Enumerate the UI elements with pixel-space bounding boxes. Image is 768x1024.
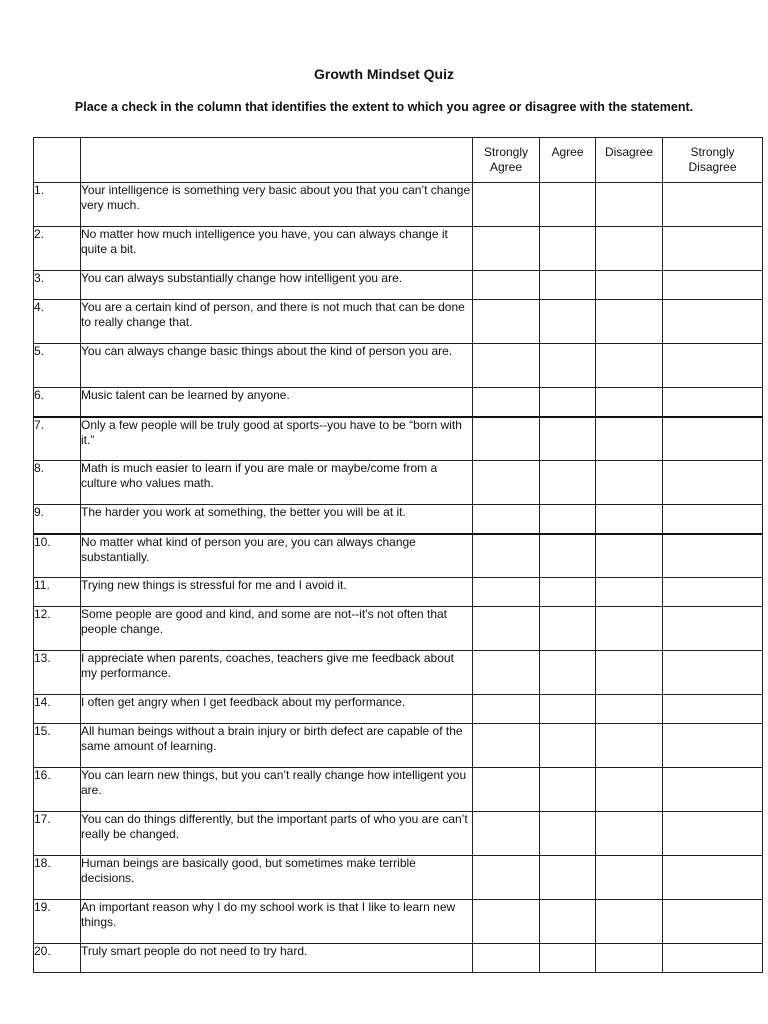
item-number: 8.	[34, 461, 81, 505]
strongly-agree-cell[interactable]	[473, 856, 540, 900]
header-row	[34, 138, 763, 183]
agree-cell[interactable]	[540, 300, 596, 344]
item-statement: Music talent can be learned by anyone.	[81, 388, 473, 417]
item-statement: Only a few people will be truly good at sports--you have to be “born with it.”	[81, 417, 473, 461]
disagree-cell[interactable]	[596, 417, 663, 461]
item-statement: You can always change basic things about the kind of person you are.	[81, 344, 473, 388]
table-row	[34, 944, 763, 973]
strongly-disagree-cell[interactable]	[663, 578, 763, 607]
table-row	[34, 607, 763, 651]
table-row	[34, 812, 763, 856]
item-number: 19.	[34, 900, 81, 944]
item-number: 4.	[34, 300, 81, 344]
strongly-agree-cell[interactable]	[473, 578, 540, 607]
agree-cell[interactable]	[540, 607, 596, 651]
agree-cell[interactable]	[540, 417, 596, 461]
item-statement: You are a certain kind of person, and there is not much that can be done to really change that.	[81, 300, 473, 344]
agree-cell[interactable]	[540, 812, 596, 856]
strongly-agree-cell[interactable]	[473, 227, 540, 271]
strongly-agree-cell[interactable]	[473, 417, 540, 461]
table-row	[34, 724, 763, 768]
strongly-agree-cell[interactable]	[473, 768, 540, 812]
header-number	[34, 138, 81, 183]
strongly-agree-cell[interactable]	[473, 534, 540, 578]
table-row	[34, 578, 763, 607]
agree-cell[interactable]	[540, 944, 596, 973]
item-number: 2.	[34, 227, 81, 271]
header-statement	[81, 138, 473, 183]
disagree-cell[interactable]	[596, 578, 663, 607]
disagree-cell[interactable]	[596, 388, 663, 417]
item-number: 15.	[34, 724, 81, 768]
item-number: 1.	[34, 183, 81, 227]
strongly-agree-cell[interactable]	[473, 344, 540, 388]
item-statement: Human beings are basically good, but sometimes make terrible decisions.	[81, 856, 473, 900]
disagree-cell[interactable]	[596, 856, 663, 900]
header-strongly-agree-line2: Agree	[489, 160, 523, 174]
header-disagree: Disagree	[596, 138, 663, 183]
table-row	[34, 534, 763, 578]
item-statement: No matter what kind of person you are, you can always change substantially.	[81, 534, 473, 578]
strongly-disagree-cell[interactable]	[663, 856, 763, 900]
strongly-agree-cell[interactable]	[473, 900, 540, 944]
strongly-disagree-cell[interactable]	[663, 812, 763, 856]
disagree-cell[interactable]	[596, 227, 663, 271]
header-agree: Agree	[540, 138, 596, 183]
agree-cell[interactable]	[540, 768, 596, 812]
header-strongly-agree-line1: Strongly	[483, 145, 529, 159]
item-number: 6.	[34, 388, 81, 417]
item-statement: You can learn new things, but you can’t really change how intelligent you are.	[81, 768, 473, 812]
instructions: Place a check in the column that identifies the extent to which you agree or disagree with the statement.	[74, 100, 694, 114]
disagree-cell[interactable]	[596, 724, 663, 768]
agree-cell[interactable]	[540, 900, 596, 944]
strongly-disagree-cell[interactable]	[663, 300, 763, 344]
disagree-cell[interactable]	[596, 607, 663, 651]
disagree-cell[interactable]	[596, 812, 663, 856]
disagree-cell[interactable]	[596, 183, 663, 227]
item-statement: An important reason why I do my school work is that I like to learn new things.	[81, 900, 473, 944]
item-number: 10.	[34, 534, 81, 578]
item-statement: All human beings without a brain injury or birth defect are capable of the same amount of learning.	[81, 724, 473, 768]
item-statement: Your intelligence is something very basic about you that you can’t change very much.	[81, 183, 473, 227]
table-row	[34, 461, 763, 505]
strongly-agree-cell[interactable]	[473, 607, 540, 651]
agree-cell[interactable]	[540, 724, 596, 768]
strongly-disagree-cell[interactable]	[663, 461, 763, 505]
item-statement: You can do things differently, but the important parts of who you are can’t really be changed.	[81, 812, 473, 856]
strongly-disagree-cell[interactable]	[663, 900, 763, 944]
item-statement: Trying new things is stressful for me and I avoid it.	[81, 578, 473, 607]
strongly-disagree-cell[interactable]	[663, 651, 763, 695]
disagree-cell[interactable]	[596, 944, 663, 973]
table-row	[34, 417, 763, 461]
header-strongly-disagree-line2: Disagree	[688, 160, 737, 174]
item-statement: No matter how much intelligence you have, you can always change it quite a bit.	[81, 227, 473, 271]
item-statement: You can always substantially change how intelligent you are.	[81, 271, 473, 300]
agree-cell[interactable]	[540, 505, 596, 534]
disagree-cell[interactable]	[596, 651, 663, 695]
table-row	[34, 183, 763, 227]
item-statement: Some people are good and kind, and some are not--it’s not often that people change.	[81, 607, 473, 651]
item-number: 9.	[34, 505, 81, 534]
header-strongly-disagree-line1: Strongly	[690, 145, 735, 159]
agree-cell[interactable]	[540, 388, 596, 417]
item-statement: Truly smart people do not need to try hard.	[81, 944, 473, 973]
table-row	[34, 505, 763, 534]
strongly-agree-cell[interactable]	[473, 388, 540, 417]
item-number: 14.	[34, 695, 81, 724]
agree-cell[interactable]	[540, 183, 596, 227]
disagree-cell[interactable]	[596, 695, 663, 724]
strongly-agree-cell[interactable]	[473, 724, 540, 768]
item-statement: The harder you work at something, the better you will be at it.	[81, 505, 473, 534]
table-row	[34, 388, 763, 417]
strongly-agree-cell[interactable]	[473, 812, 540, 856]
table-row	[34, 768, 763, 812]
agree-cell[interactable]	[540, 344, 596, 388]
strongly-disagree-cell[interactable]	[663, 271, 763, 300]
item-number: 7.	[34, 417, 81, 461]
strongly-agree-cell[interactable]	[473, 505, 540, 534]
strongly-agree-cell[interactable]	[473, 651, 540, 695]
item-number: 13.	[34, 651, 81, 695]
table-row	[34, 900, 763, 944]
strongly-disagree-cell[interactable]	[663, 417, 763, 461]
item-number: 20.	[34, 944, 81, 973]
agree-cell[interactable]	[540, 227, 596, 271]
strongly-disagree-cell[interactable]	[663, 607, 763, 651]
item-number: 11.	[34, 578, 81, 607]
disagree-cell[interactable]	[596, 505, 663, 534]
agree-cell[interactable]	[540, 534, 596, 578]
strongly-agree-cell[interactable]	[473, 944, 540, 973]
strongly-agree-cell[interactable]	[473, 300, 540, 344]
item-number: 17.	[34, 812, 81, 856]
item-number: 3.	[34, 271, 81, 300]
disagree-cell[interactable]	[596, 768, 663, 812]
page-title: Growth Mindset Quiz	[314, 66, 454, 82]
strongly-disagree-cell[interactable]	[663, 944, 763, 973]
item-number: 16.	[34, 768, 81, 812]
strongly-disagree-cell[interactable]	[663, 768, 763, 812]
strongly-agree-cell[interactable]	[473, 183, 540, 227]
header-strongly-disagree	[663, 138, 763, 183]
table-row	[34, 271, 763, 300]
table-row	[34, 695, 763, 724]
item-statement: I appreciate when parents, coaches, teachers give me feedback about my performance.	[81, 651, 473, 695]
strongly-disagree-cell[interactable]	[663, 534, 763, 578]
strongly-agree-cell[interactable]	[473, 695, 540, 724]
table-row	[34, 651, 763, 695]
strongly-disagree-cell[interactable]	[663, 695, 763, 724]
table-row	[34, 856, 763, 900]
agree-cell[interactable]	[540, 856, 596, 900]
table-row	[34, 344, 763, 388]
disagree-cell[interactable]	[596, 534, 663, 578]
strongly-disagree-cell[interactable]	[663, 183, 763, 227]
item-statement: I often get angry when I get feedback about my performance.	[81, 695, 473, 724]
disagree-cell[interactable]	[596, 461, 663, 505]
disagree-cell[interactable]	[596, 344, 663, 388]
quiz-table	[33, 137, 763, 973]
disagree-cell[interactable]	[596, 300, 663, 344]
strongly-disagree-cell[interactable]	[663, 388, 763, 417]
disagree-cell[interactable]	[596, 271, 663, 300]
agree-cell[interactable]	[540, 695, 596, 724]
item-number: 5.	[34, 344, 81, 388]
strongly-disagree-cell[interactable]	[663, 724, 763, 768]
disagree-cell[interactable]	[596, 900, 663, 944]
agree-cell[interactable]	[540, 271, 596, 300]
item-number: 18.	[34, 856, 81, 900]
item-statement: Math is much easier to learn if you are male or maybe/come from a culture who values math.	[81, 461, 473, 505]
agree-cell[interactable]	[540, 461, 596, 505]
agree-cell[interactable]	[540, 651, 596, 695]
strongly-disagree-cell[interactable]	[663, 505, 763, 534]
header-strongly-agree	[473, 138, 540, 183]
table-row	[34, 227, 763, 271]
strongly-disagree-cell[interactable]	[663, 227, 763, 271]
strongly-agree-cell[interactable]	[473, 271, 540, 300]
table-row	[34, 300, 763, 344]
agree-cell[interactable]	[540, 578, 596, 607]
strongly-disagree-cell[interactable]	[663, 344, 763, 388]
item-number: 12.	[34, 607, 81, 651]
strongly-agree-cell[interactable]	[473, 461, 540, 505]
